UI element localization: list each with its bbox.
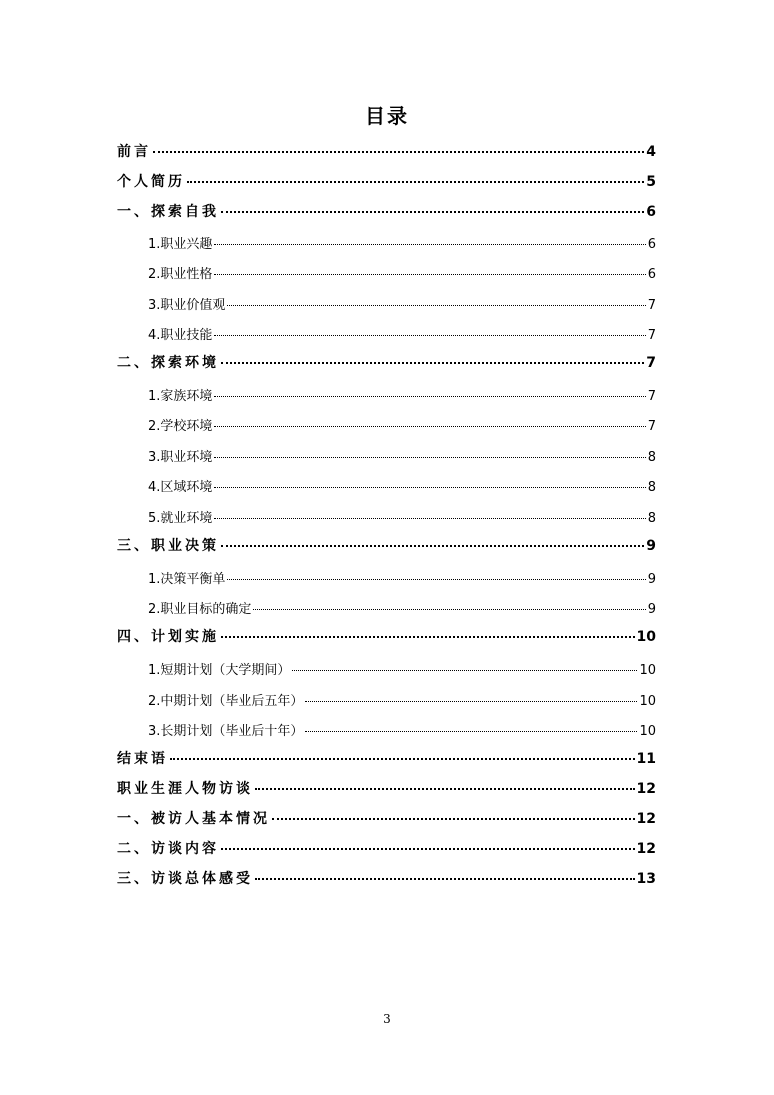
- toc-entry-label: 1.职业兴趣: [148, 237, 213, 252]
- toc-entry-label: 一、被访人基本情况: [117, 811, 270, 827]
- toc-entry-page: 5: [646, 174, 656, 190]
- toc-leader-dots: [292, 670, 637, 671]
- toc-entry[interactable]: [148, 446, 656, 465]
- toc-entry-page: 9: [647, 572, 656, 587]
- toc-leader-dots: [214, 518, 645, 519]
- toc-entry-page: 9: [646, 538, 656, 554]
- toc-leader-dots: [214, 244, 645, 245]
- toc-leader-dots: [221, 545, 644, 547]
- toc-entry-label: 二、探索环境: [117, 355, 219, 371]
- toc-leader-dots: [227, 579, 645, 580]
- toc-entry-label: 2.中期计划（毕业后五年）: [148, 694, 304, 709]
- toc-entry-label: 个人简历: [117, 174, 185, 190]
- toc-entry-page: 7: [647, 328, 656, 343]
- toc-entry[interactable]: [148, 659, 656, 678]
- toc-entry-page: 8: [647, 480, 656, 495]
- toc-entry[interactable]: [117, 748, 656, 768]
- toc-entry-page: 7: [647, 419, 656, 434]
- toc-entry-page: 6: [646, 204, 656, 220]
- toc-entry[interactable]: [148, 476, 656, 495]
- toc-entry-page: 6: [647, 267, 656, 282]
- toc-entry[interactable]: [117, 535, 656, 555]
- toc-entry-label: 4.区域环境: [148, 480, 213, 495]
- toc-leader-dots: [255, 878, 635, 880]
- toc-entry-label: 前言: [117, 144, 151, 160]
- toc-entry-page: 4: [646, 144, 656, 160]
- toc-leader-dots: [221, 362, 644, 364]
- toc-entry[interactable]: [117, 838, 656, 858]
- toc-entry-page: 7: [647, 389, 656, 404]
- toc-leader-dots: [170, 758, 635, 760]
- toc-leader-dots: [187, 181, 644, 183]
- toc-leader-dots: [214, 487, 645, 488]
- toc-leader-dots: [227, 305, 645, 306]
- toc-entry-label: 2.职业性格: [148, 267, 213, 282]
- toc-entry-page: 10: [639, 724, 656, 739]
- toc-leader-dots: [214, 457, 645, 458]
- toc-leader-dots: [305, 731, 637, 732]
- toc-leader-dots: [221, 848, 635, 850]
- toc-entry-page: 7: [647, 298, 656, 313]
- toc-entry-label: 结束语: [117, 751, 168, 767]
- toc-entry-page: 9: [647, 602, 656, 617]
- toc-entry-label: 三、访谈总体感受: [117, 871, 253, 887]
- toc-leader-dots: [214, 274, 645, 275]
- toc-entry[interactable]: [148, 690, 656, 709]
- toc-entry-label: 一、探索自我: [117, 204, 219, 220]
- toc-leader-dots: [305, 701, 637, 702]
- toc-entry-label: 2.学校环境: [148, 419, 213, 434]
- toc-entry-page: 10: [639, 694, 656, 709]
- toc-entry[interactable]: [148, 720, 656, 739]
- toc-entry[interactable]: [117, 808, 656, 828]
- toc-entry-page: 12: [636, 811, 656, 827]
- toc-entry[interactable]: [117, 626, 656, 646]
- toc-entry-label: 2.职业目标的确定: [148, 602, 252, 617]
- toc-entry-page: 6: [647, 237, 656, 252]
- toc-entry-label: 四、计划实施: [117, 629, 219, 645]
- toc-entry[interactable]: [148, 415, 656, 434]
- toc-title: 目录: [365, 104, 409, 128]
- toc-entry-label: 3.职业环境: [148, 450, 213, 465]
- toc-entry-label: 1.短期计划（大学期间）: [148, 663, 291, 678]
- toc-leader-dots: [221, 211, 644, 213]
- toc-entry[interactable]: [117, 171, 656, 191]
- toc-entry[interactable]: [117, 868, 656, 888]
- page-number: 3: [383, 1012, 391, 1026]
- toc-entry-label: 4.职业技能: [148, 328, 213, 343]
- toc-entry-label: 1.决策平衡单: [148, 572, 226, 587]
- toc-entry-page: 8: [647, 511, 656, 526]
- toc-entry[interactable]: [148, 598, 656, 617]
- toc-entry[interactable]: [117, 141, 656, 161]
- toc-leader-dots: [214, 426, 645, 427]
- toc-entry[interactable]: [148, 263, 656, 282]
- toc-leader-dots: [214, 396, 645, 397]
- toc-leader-dots: [153, 151, 644, 153]
- toc-entry[interactable]: [148, 233, 656, 252]
- toc-entry[interactable]: [148, 507, 656, 526]
- toc-leader-dots: [272, 818, 635, 820]
- toc-entry-page: 8: [647, 450, 656, 465]
- toc-entry-label: 三、职业决策: [117, 538, 219, 554]
- toc-entry[interactable]: [117, 778, 656, 798]
- toc-leader-dots: [255, 788, 635, 790]
- toc-entry[interactable]: [148, 385, 656, 404]
- toc-entry-label: 二、访谈内容: [117, 841, 219, 857]
- toc-entry-label: 职业生涯人物访谈: [117, 781, 253, 797]
- toc-entry-label: 5.就业环境: [148, 511, 213, 526]
- toc-entry-page: 13: [636, 871, 656, 887]
- toc-entry-page: 12: [636, 781, 656, 797]
- toc-leader-dots: [221, 636, 635, 638]
- toc-entry[interactable]: [117, 352, 656, 372]
- toc-entry-page: 7: [646, 355, 656, 371]
- toc-entry-label: 3.职业价值观: [148, 298, 226, 313]
- toc-entry[interactable]: [148, 294, 656, 313]
- toc-entry-page: 10: [639, 663, 656, 678]
- toc-leader-dots: [253, 609, 645, 610]
- toc-entry[interactable]: [117, 201, 656, 221]
- toc-entry-page: 12: [636, 841, 656, 857]
- toc-entry-label: 3.长期计划（毕业后十年）: [148, 724, 304, 739]
- toc-entry-page: 10: [636, 629, 656, 645]
- toc-entry[interactable]: [148, 568, 656, 587]
- toc-entry-page: 11: [636, 751, 656, 767]
- toc-entry-label: 1.家族环境: [148, 389, 213, 404]
- toc-leader-dots: [214, 335, 645, 336]
- toc-entry[interactable]: [148, 324, 656, 343]
